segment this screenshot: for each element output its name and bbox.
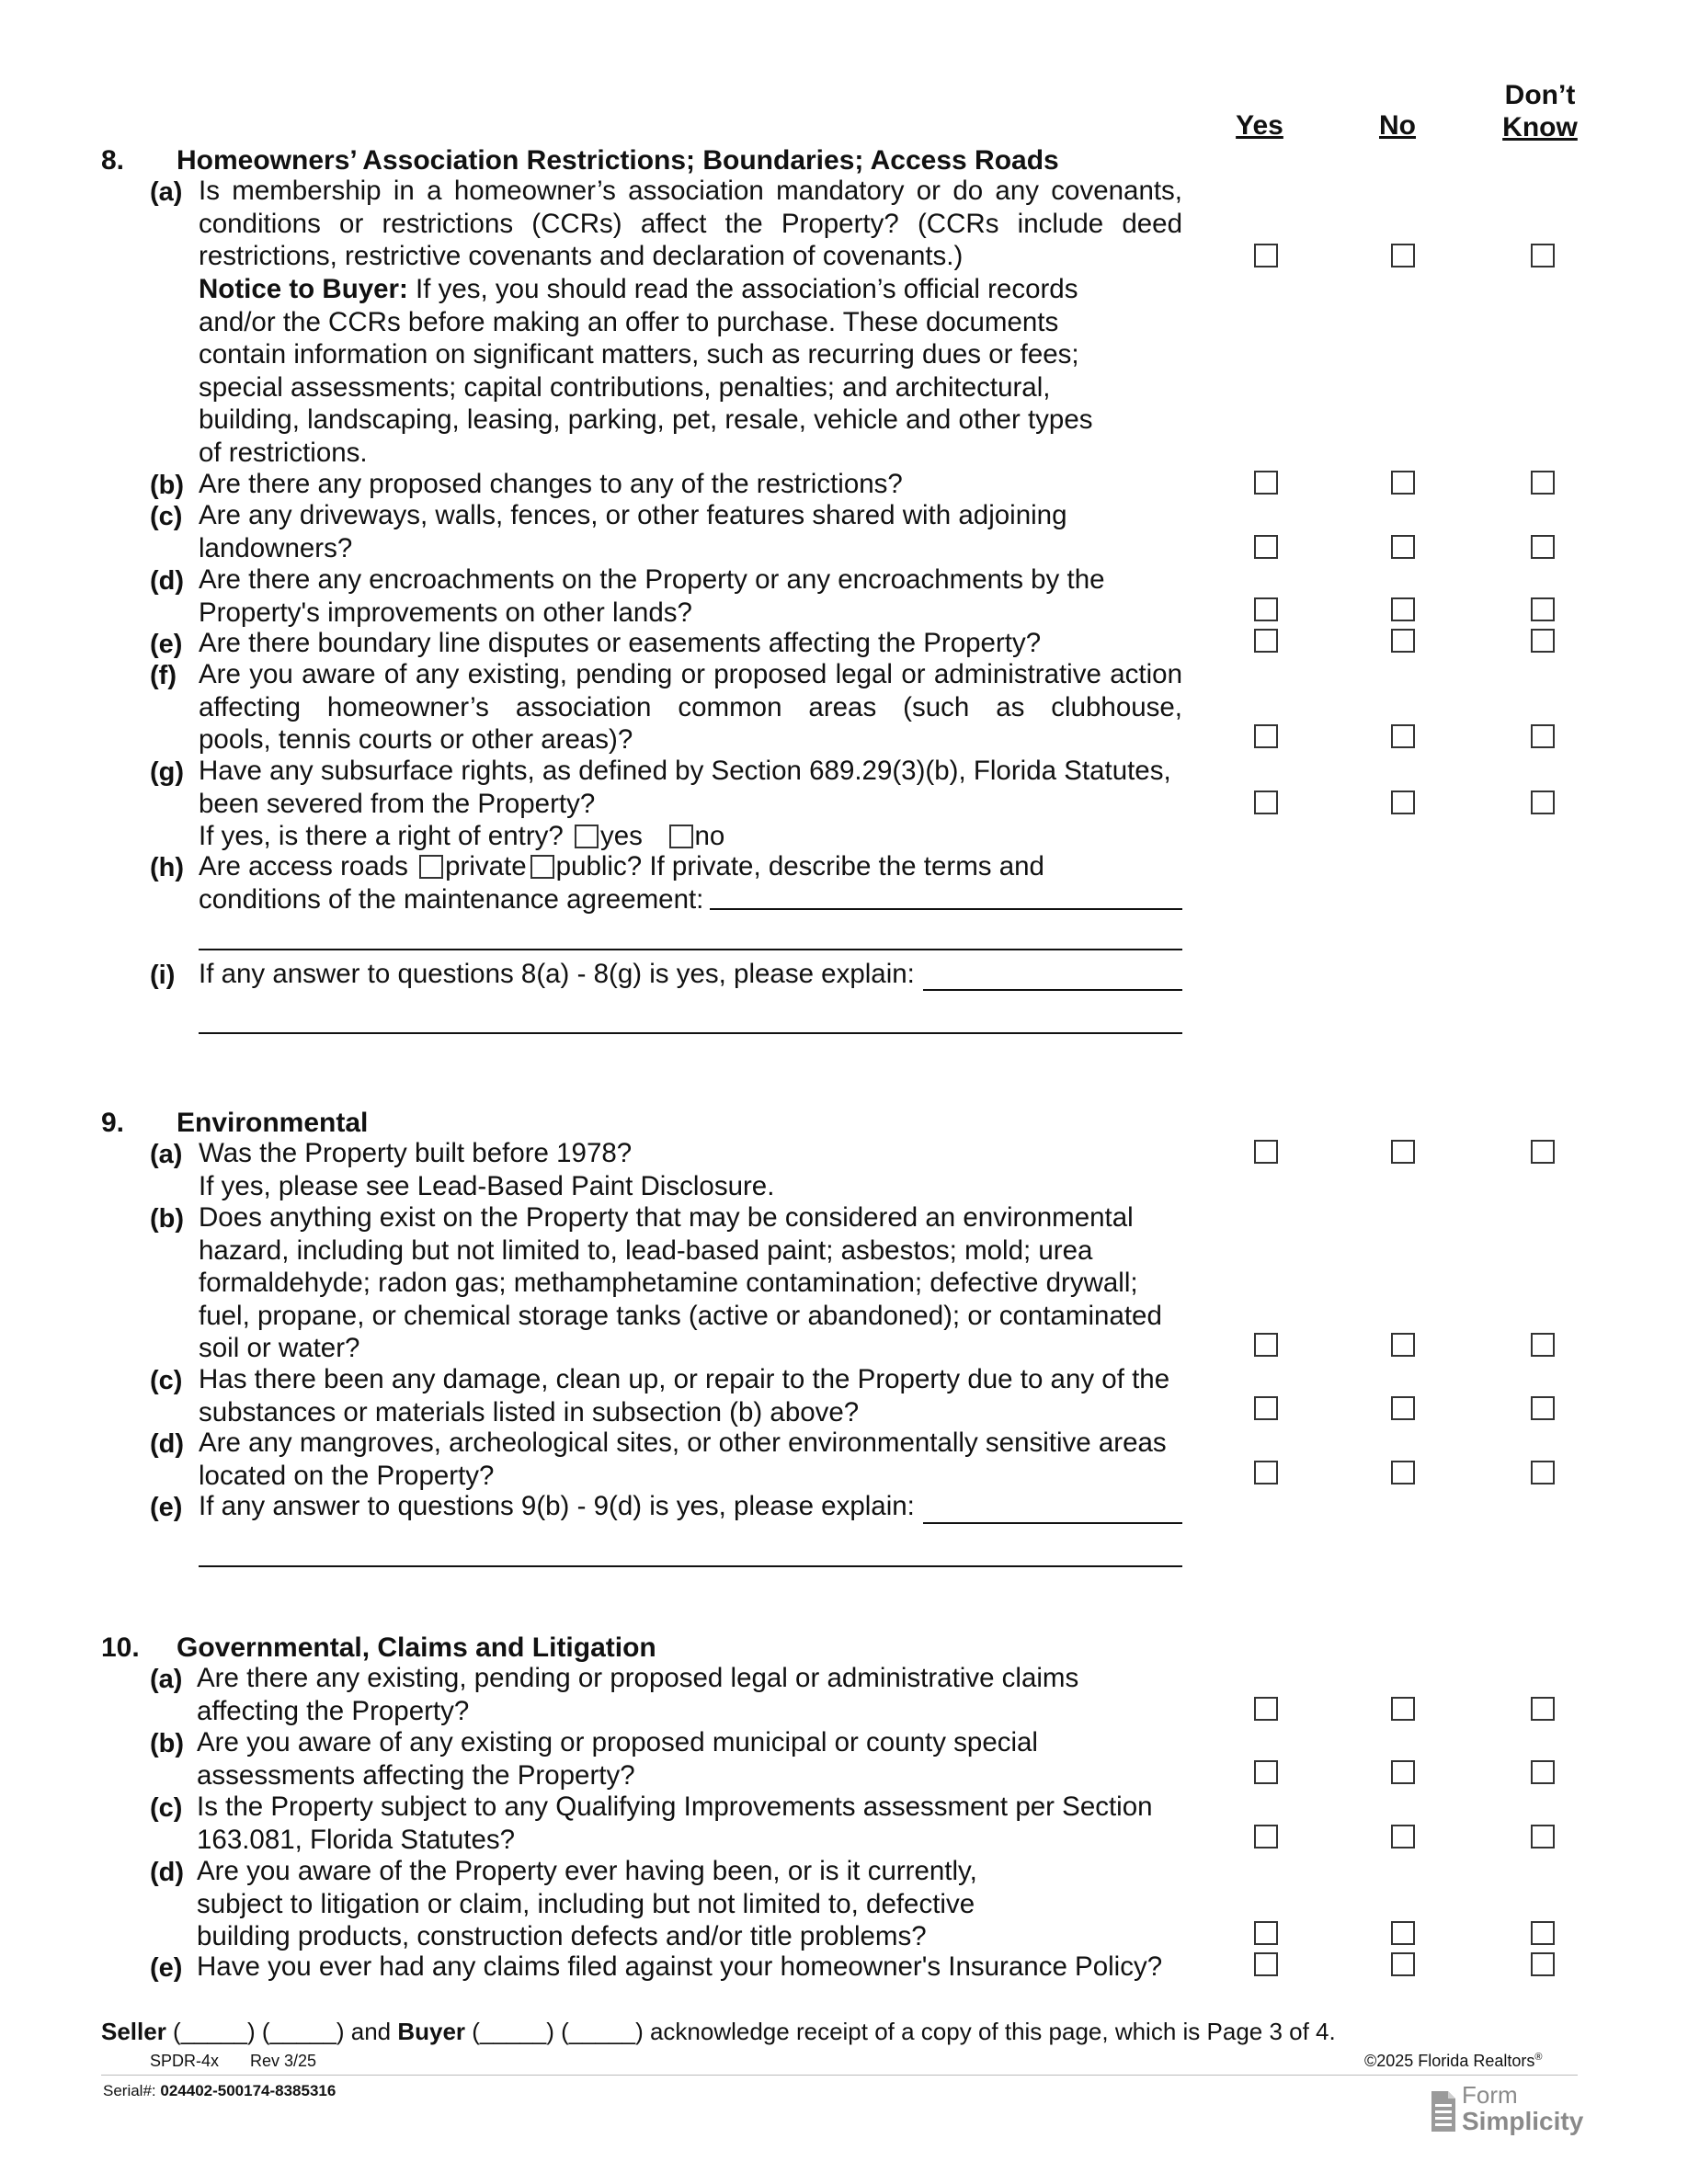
notice-to-buyer-label: Notice to Buyer: [199, 274, 408, 304]
q9b-text: Does anything exist on the Property that may be considered an environmental hazard, including but not limited to, lead-based paint; asbestos; mold; urea formaldehyde; radon gas; methamphetamine contamination; defective drywall; fuel, propane, or chemical storage tanks (active or abandoned); or contaminated soil or water? [199, 1202, 1162, 1363]
q8b-label: (b) [150, 471, 185, 500]
col-dont-know-line1: Don’t [1504, 80, 1576, 110]
q8e-no-checkbox[interactable] [1391, 629, 1415, 653]
document-icon [1430, 2089, 1457, 2133]
q8e-label: (e) [150, 630, 183, 659]
q10b-yes-checkbox[interactable] [1254, 1760, 1278, 1784]
form-simplicity-logo [1430, 2081, 1584, 2139]
q9a-no-checkbox[interactable] [1391, 1140, 1415, 1164]
sec8-title: Homeowners’ Association Restrictions; Boundaries; Access Roads [177, 145, 1059, 176]
q8g-yes-checkbox[interactable] [1254, 791, 1278, 814]
q10b-dontknow-checkbox[interactable] [1531, 1760, 1555, 1784]
q9c-label: (c) [150, 1366, 183, 1395]
col-no-header: No [1379, 110, 1416, 141]
q8g-text: Have any subsurface rights, as defined by Section 689.29(3)(b), Florida Statutes, been severed from the Property? If yes, is there a right of entry? yes no [199, 756, 1171, 851]
q8e-dontknow-checkbox[interactable] [1531, 629, 1555, 653]
q9d-no-checkbox[interactable] [1391, 1461, 1415, 1484]
q9c-text: Has there been any damage, clean up, or repair to the Property due to any of the substances or materials listed in subsection (b) above? [199, 1364, 1170, 1428]
q8i-answer-line-1[interactable] [923, 989, 1182, 991]
q8f-no-checkbox[interactable] [1391, 724, 1415, 748]
logo-text-simplicity: Simplicity [1462, 2107, 1584, 2135]
access-road-public-checkbox[interactable] [530, 855, 554, 879]
q8f-dontknow-checkbox[interactable] [1531, 724, 1555, 748]
q10c-label: (c) [150, 1793, 183, 1823]
q10a-dontknow-checkbox[interactable] [1531, 1697, 1555, 1721]
q9d-label: (d) [150, 1429, 185, 1459]
q8c-no-checkbox[interactable] [1391, 535, 1415, 559]
q8f-label: (f) [150, 661, 177, 690]
q9b-no-checkbox[interactable] [1391, 1333, 1415, 1357]
access-road-private-checkbox[interactable] [419, 855, 443, 879]
q8a-yes-checkbox[interactable] [1254, 244, 1278, 267]
q8i-answer-line-2[interactable] [199, 1032, 1182, 1034]
footer-divider [101, 2075, 1578, 2076]
q8a-label: (a) [150, 177, 183, 207]
q8c-label: (c) [150, 502, 183, 531]
q10d-no-checkbox[interactable] [1391, 1921, 1415, 1945]
q10a-yes-checkbox[interactable] [1254, 1697, 1278, 1721]
q8h-answer-line-1[interactable] [710, 908, 1182, 910]
q10c-dontknow-checkbox[interactable] [1531, 1825, 1555, 1848]
q10a-label: (a) [150, 1665, 183, 1694]
q8i-text: If any answer to questions 8(a) - 8(g) is yes, please explain: [199, 959, 915, 989]
q10b-text: Are you aware of any existing or proposed municipal or county special assessments affecting the Property? [197, 1727, 1038, 1791]
sec9-number: 9. [101, 1108, 125, 1138]
q10e-dontknow-checkbox[interactable] [1531, 1952, 1555, 1976]
q9e-label: (e) [150, 1493, 183, 1522]
q8g-no-checkbox[interactable] [1391, 791, 1415, 814]
q8b-text: Are there any proposed changes to any of the restrictions? [199, 469, 903, 499]
q8f-text: Are you aware of any existing, pending or proposed legal or administrative action affecting homeowner’s association common areas (such as clubhouse, pools, tennis courts or other areas)? [199, 659, 1182, 755]
q8b-dontknow-checkbox[interactable] [1531, 471, 1555, 495]
q9c-no-checkbox[interactable] [1391, 1396, 1415, 1420]
q10a-text: Are there any existing, pending or proposed legal or administrative claims affecting the Property? [197, 1663, 1079, 1726]
q8i-label: (i) [150, 961, 176, 990]
q8a-dontknow-checkbox[interactable] [1531, 244, 1555, 267]
q10e-text: Have you ever had any claims filed against your homeowner's Insurance Policy? [197, 1951, 1163, 1982]
q8c-text: Are any driveways, walls, fences, or other features shared with adjoining landowners? [199, 500, 1067, 563]
q8a-no-checkbox[interactable] [1391, 244, 1415, 267]
q8h-answer-line-2[interactable] [199, 949, 1182, 950]
q8f-yes-checkbox[interactable] [1254, 724, 1278, 748]
q9b-label: (b) [150, 1204, 185, 1234]
q10e-no-checkbox[interactable] [1391, 1952, 1415, 1976]
q8d-yes-checkbox[interactable] [1254, 597, 1278, 621]
right-of-entry-no-checkbox[interactable] [669, 825, 693, 848]
col-yes-header: Yes [1236, 110, 1283, 141]
logo-text-form: Form [1462, 2081, 1518, 2109]
q9a-dontknow-checkbox[interactable] [1531, 1140, 1555, 1164]
q8b-no-checkbox[interactable] [1391, 471, 1415, 495]
seller-label: Seller [101, 2018, 166, 2045]
q8c-yes-checkbox[interactable] [1254, 535, 1278, 559]
col-dont-know-header [1489, 79, 1591, 143]
q9b-yes-checkbox[interactable] [1254, 1333, 1278, 1357]
q9a-text: Was the Property built before 1978? If yes, please see Lead-Based Paint Disclosure. [199, 1138, 775, 1201]
q8d-text: Are there any encroachments on the Property or any encroachments by the Property's improvements on other lands? [199, 564, 1105, 628]
q10d-dontknow-checkbox[interactable] [1531, 1921, 1555, 1945]
form-id: SPDR-4x [150, 2052, 220, 2070]
q8g-dontknow-checkbox[interactable] [1531, 791, 1555, 814]
col-dont-know-line2: Know [1502, 112, 1578, 142]
q8h-label: (h) [150, 853, 185, 882]
q9c-dontknow-checkbox[interactable] [1531, 1396, 1555, 1420]
sec9-title: Environmental [177, 1108, 369, 1138]
q9e-answer-line-1[interactable] [923, 1522, 1182, 1524]
q8c-dontknow-checkbox[interactable] [1531, 535, 1555, 559]
sec8-number: 8. [101, 145, 125, 176]
q8h-text: Are access roads private public? If private, describe the terms and conditions of the maintenance agreement: [199, 851, 1044, 915]
q8d-label: (d) [150, 566, 185, 596]
q10c-no-checkbox[interactable] [1391, 1825, 1415, 1848]
q8d-dontknow-checkbox[interactable] [1531, 597, 1555, 621]
buyer-initials[interactable]: (_____) (_____) acknowledge receipt of a copy of this page, which is Page 3 of 4. [465, 2018, 1336, 2045]
q8a-text: Is membership in a homeowner’s association mandatory or do any covenants, conditions or restrictions (CCRs) affect the Property? (CCRs include deed restrictions, restrictive covenants and declaration of covenants.) [199, 176, 1182, 271]
q10d-text: Are you aware of the Property ever having been, or is it currently, subject to litigation or claim, including but not limited to, defective building products, construction defects and/or title problems? [197, 1856, 977, 1951]
q10c-yes-checkbox[interactable] [1254, 1825, 1278, 1848]
q8a-notice: Notice to Buyer: If yes, you should read the association’s official records and/or the CCRs before making an offer to purchase. These documents contain information on significant matters, such as recurring dues or fees; special assessments; capital contributions, penalties; and architectural, building, landscaping, leasing, parking, pet, resale, vehicle and other types of restrictions. [199, 274, 1093, 468]
q9e-answer-line-2[interactable] [199, 1565, 1182, 1567]
form-revision: Rev 3/25 [250, 2052, 317, 2070]
q9d-yes-checkbox[interactable] [1254, 1461, 1278, 1484]
q9a-label: (a) [150, 1140, 183, 1169]
q9e-text: If any answer to questions 9(b) - 9(d) is yes, please explain: [199, 1491, 915, 1521]
q10b-label: (b) [150, 1729, 185, 1758]
q8d-no-checkbox[interactable] [1391, 597, 1415, 621]
acknowledgement-line [101, 2018, 1336, 2046]
q10b-no-checkbox[interactable] [1391, 1760, 1415, 1784]
serial-number: Serial#: 024402-500174-8385316 [103, 2082, 336, 2099]
q10d-yes-checkbox[interactable] [1254, 1921, 1278, 1945]
q10e-label: (e) [150, 1953, 183, 1983]
q9d-dontknow-checkbox[interactable] [1531, 1461, 1555, 1484]
sec10-title: Governmental, Claims and Litigation [177, 1632, 656, 1663]
right-of-entry-yes-checkbox[interactable] [575, 825, 599, 848]
q8g-label: (g) [150, 757, 185, 787]
q10c-text: Is the Property subject to any Qualifying Improvements assessment per Section 163.081, Florida Statutes? [197, 1792, 1153, 1855]
q9c-yes-checkbox[interactable] [1254, 1396, 1278, 1420]
q9d-text: Are any mangroves, archeological sites, or other environmentally sensitive areas located on the Property? [199, 1428, 1167, 1491]
q9a-yes-checkbox[interactable] [1254, 1140, 1278, 1164]
q8e-yes-checkbox[interactable] [1254, 629, 1278, 653]
q10a-no-checkbox[interactable] [1391, 1697, 1415, 1721]
seller-initials[interactable]: (_____) (_____) and [165, 2018, 398, 2045]
q8b-yes-checkbox[interactable] [1254, 471, 1278, 495]
sec10-number: 10. [101, 1632, 140, 1663]
copyright: ©2025 Florida Realtors® [1364, 2052, 1543, 2070]
q9b-dontknow-checkbox[interactable] [1531, 1333, 1555, 1357]
buyer-label: Buyer [397, 2018, 466, 2045]
q10e-yes-checkbox[interactable] [1254, 1952, 1278, 1976]
q8e-text: Are there boundary line disputes or easements affecting the Property? [199, 628, 1042, 658]
q10d-label: (d) [150, 1858, 185, 1887]
